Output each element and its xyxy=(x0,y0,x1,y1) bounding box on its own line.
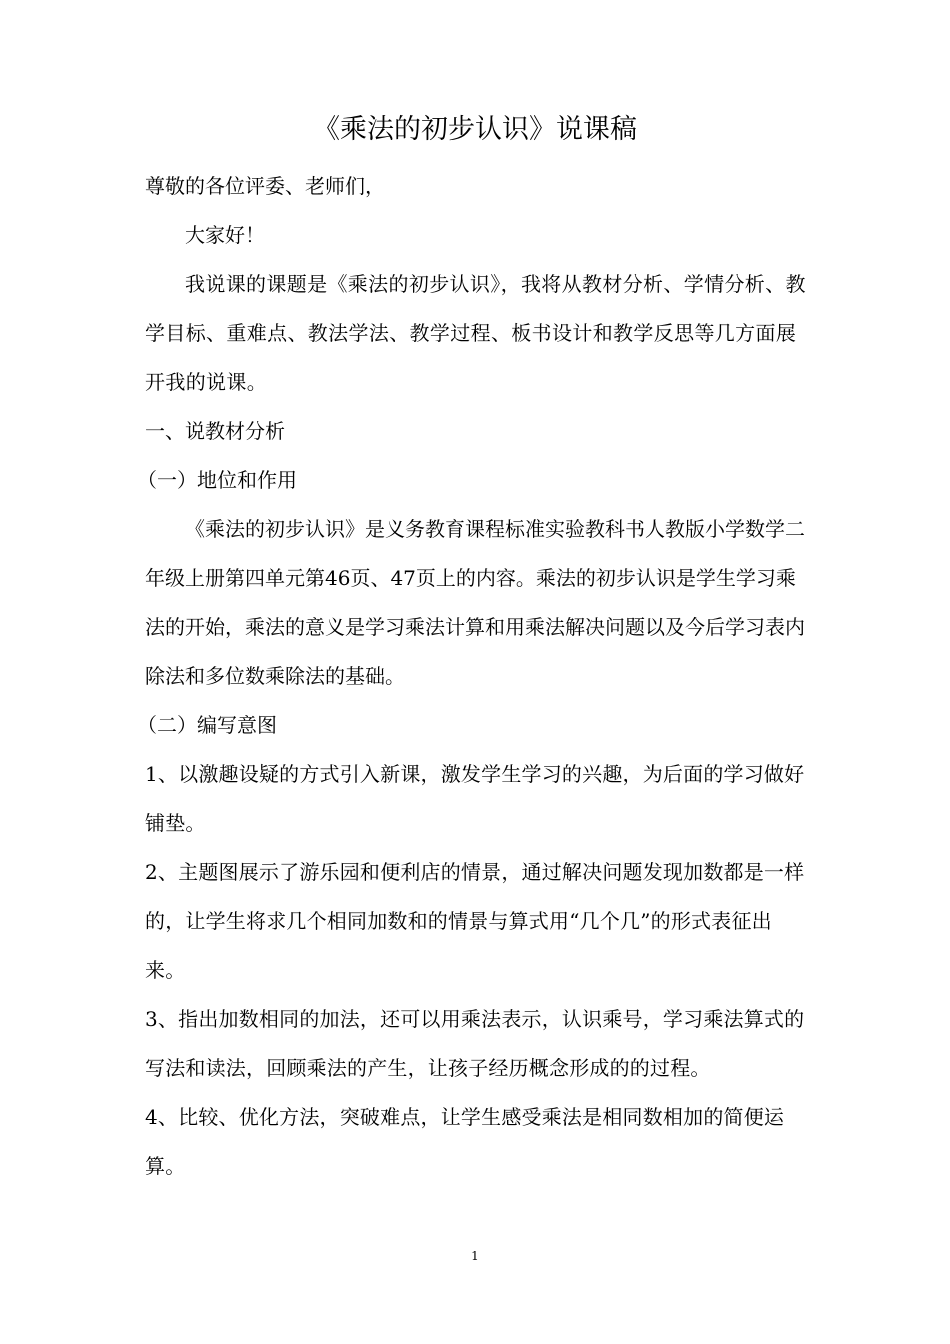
list-item-2: 2、主题图展示了游乐园和便利店的情景，通过解决问题发现加数都是一样的，让学生将求几个相同加数和的情景与算式用“几个几”的形式表征出来。 xyxy=(145,860,805,982)
list-item-3: 3、指出加数相同的加法，还可以用乘法表示，认识乘号，学习乘法算式的写法和读法，回顾乘法的产生，让孩子经历概念形成的的过程。 xyxy=(145,1007,805,1080)
salutation-line: 大家好！ xyxy=(185,223,265,247)
position-paragraph: 《乘法的初步认识》是义务教育课程标准实验教科书人教版小学数学二年级上册第四单元第46页、47页上的内容。乘法的初步认识是学生学习乘法的开始，乘法的意义是学习乘法计算和用乘法解决问题以及今后学习表内除法和多位数乘除法的基础。 xyxy=(145,517,805,688)
document-body xyxy=(137,162,807,1191)
document-title: 《乘法的初步认识》说课稿 xyxy=(313,114,637,145)
subsection-heading-2: （二）编写意图 xyxy=(137,713,277,737)
greeting-line: 尊敬的各位评委、老师们， xyxy=(145,174,385,198)
subsection-heading-1: （一）地位和作用 xyxy=(137,468,297,492)
page-number: 1 xyxy=(471,1249,479,1263)
list-item-4: 4、比较、优化方法，突破难点，让学生感受乘法是相同数相加的简便运算。 xyxy=(145,1105,785,1178)
section-heading-1: 一、说教材分析 xyxy=(145,419,285,443)
list-item-1: 1、以激趣设疑的方式引入新课，激发学生学习的兴趣，为后面的学习做好铺垫。 xyxy=(145,762,805,835)
intro-paragraph: 我说课的课题是《乘法的初步认识》，我将从教材分析、学情分析、教学目标、重难点、教法学法、教学过程、板书设计和教学反思等几方面展开我的说课。 xyxy=(145,272,806,394)
